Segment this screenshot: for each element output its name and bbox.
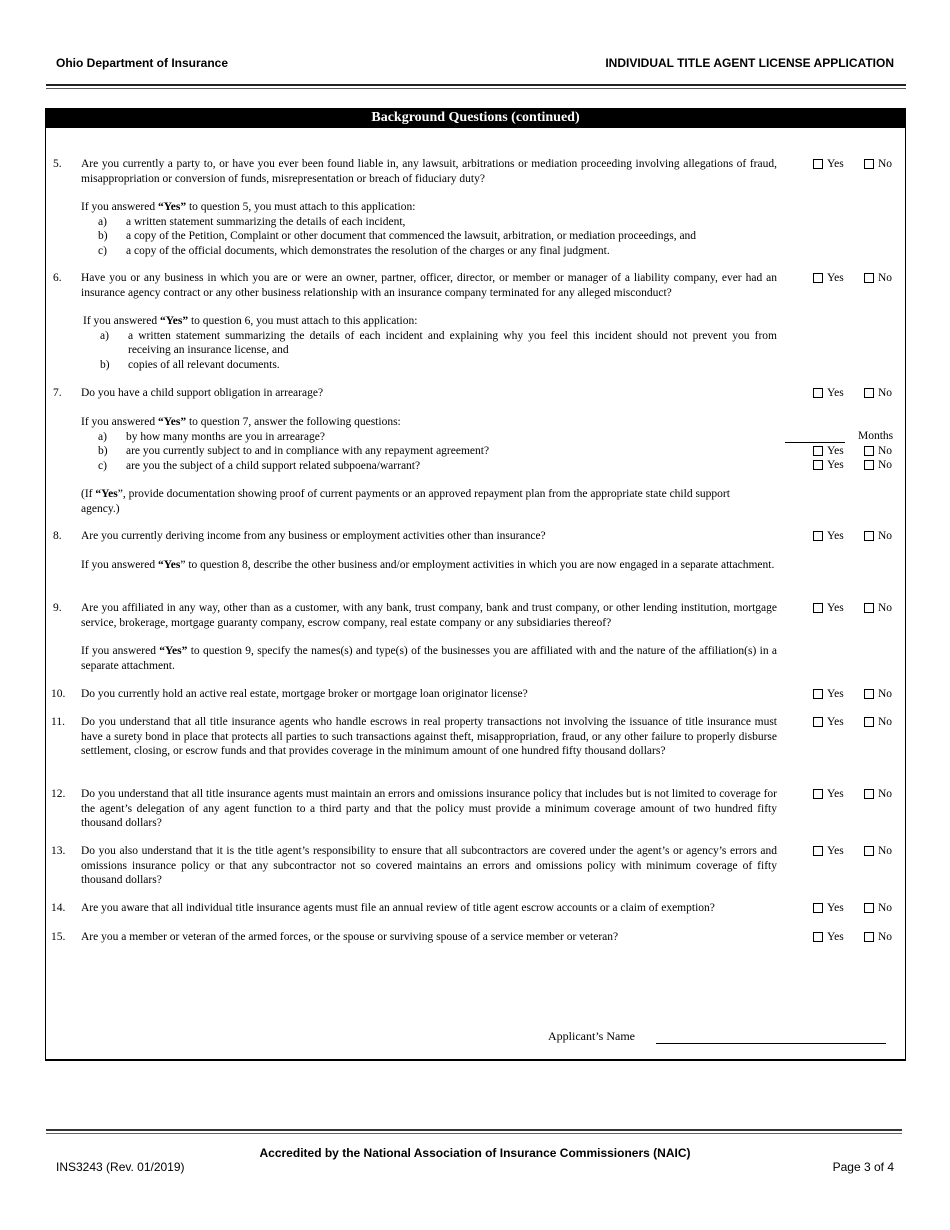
list-item: c) are you the subject of a child support related subpoena/warrant?	[98, 459, 421, 472]
checkbox-icon[interactable]	[864, 603, 874, 613]
checkbox-icon[interactable]	[813, 531, 823, 541]
checkbox-icon[interactable]	[864, 689, 874, 699]
checkbox-icon[interactable]	[813, 846, 823, 856]
question-5-followup	[81, 200, 777, 258]
question-8-yes[interactable]: Yes	[813, 529, 844, 543]
list-item: b) a copy of the Petition, Complaint or other document that commenced the lawsuit, arbitration, or mediation proceedings, and	[98, 230, 697, 242]
question-9-no[interactable]: No	[864, 601, 892, 615]
checkbox-icon[interactable]	[864, 159, 874, 169]
checkbox-icon[interactable]	[813, 460, 823, 470]
question-5-yes[interactable]: Yes	[813, 157, 844, 171]
question-7-number: 7.	[53, 387, 62, 399]
applicant-name-label: Applicant’s Name	[548, 1029, 635, 1043]
question-8-text: Are you currently deriving income from any business or employment activities other than insurance?	[81, 530, 546, 542]
checkbox-icon[interactable]	[864, 932, 874, 942]
checkbox-icon[interactable]	[813, 603, 823, 613]
footer-rule	[46, 1129, 902, 1131]
checkbox-icon[interactable]	[864, 903, 874, 913]
followup-intro: If you answered “Yes” to question 5, you must attach to this application:	[81, 201, 416, 213]
question-10-text: Do you currently hold an active real estate, mortgage broker or mortgage loan originator license?	[81, 688, 528, 700]
question-10-number: 10.	[51, 688, 66, 700]
section-title: Background Questions (continued)	[45, 108, 906, 128]
question-5-text: Are you currently a party to, or have you ever been found liable in, any lawsuit, arbitrations or mediation proceeding involving allegations of fraud, misappropriation or conversion of funds, misrepresentation or breach of fiduciary duty?	[81, 158, 777, 185]
applicant-name-line[interactable]	[656, 1043, 886, 1044]
checkbox-icon[interactable]	[813, 689, 823, 699]
question-9-yes[interactable]: Yes	[813, 601, 844, 615]
checkbox-icon[interactable]	[813, 903, 823, 913]
list-item: b) copies of all relevant documents.	[100, 358, 280, 371]
question-7-text: Do you have a child support obligation in arrearage?	[81, 387, 324, 399]
list-item: c) a copy of the official documents, which demonstrates the resolution of the charges or any final judgment.	[98, 244, 610, 257]
question-11-no[interactable]: No	[864, 715, 892, 729]
question-12-number: 12.	[51, 788, 66, 800]
question-6-yes[interactable]: Yes	[813, 271, 844, 285]
question-12-text: Do you understand that all title insurance agents must maintain an errors and omissions insurance policy that includes but is not limited to coverage for the agent’s delegation of any agent function to a third party and that the policy must provide a minimum coverage amount of two hundred fifty thousand dollars?	[81, 788, 777, 829]
question-14-yes[interactable]: Yes	[813, 901, 844, 915]
question-8-number: 8.	[53, 530, 62, 542]
question-15-no[interactable]: No	[864, 930, 892, 944]
checkbox-icon[interactable]	[813, 388, 823, 398]
header-department: Ohio Department of Insurance	[56, 56, 229, 70]
footer-form-number: INS3243 (Rev. 01/2019)	[56, 1160, 185, 1174]
checkbox-icon[interactable]	[813, 159, 823, 169]
question-6-no[interactable]: No	[864, 271, 892, 285]
question-11-yes[interactable]: Yes	[813, 715, 844, 729]
question-9-text: Are you affiliated in any way, other than as a customer, with any bank, trust company, bank and trust company, or other lending institution, mortgage service, brokerage, mortgage guaranty company, escrow company, real estate company or any subsidiaries thereof?	[81, 602, 777, 629]
checkbox-icon[interactable]	[813, 932, 823, 942]
question-7-no[interactable]: No	[864, 386, 892, 400]
months-input-line[interactable]	[785, 442, 845, 443]
list-item: a) by how many months are you in arrearage?	[98, 430, 325, 443]
question-15-number: 15.	[51, 931, 66, 943]
checkbox-icon[interactable]	[813, 789, 823, 799]
question-7-followup	[81, 415, 777, 473]
checkbox-icon[interactable]	[864, 846, 874, 856]
checkbox-icon[interactable]	[864, 460, 874, 470]
question-6-number: 6.	[53, 272, 62, 284]
question-9-followup: If you answered “Yes” to question 9, specify the names(s) and type(s) of the businesses you are affiliated with and the nature of the affiliation(s) in a separate attachment.	[81, 645, 777, 672]
question-7b-yes[interactable]: Yes	[813, 444, 844, 458]
question-11-number: 11.	[51, 716, 65, 728]
checkbox-icon[interactable]	[864, 717, 874, 727]
question-7b-no[interactable]: No	[864, 444, 892, 458]
footer-accreditation: Accredited by the National Association of Insurance Commissioners (NAIC)	[259, 1146, 691, 1160]
checkbox-icon[interactable]	[813, 273, 823, 283]
question-7-yes[interactable]: Yes	[813, 386, 844, 400]
checkbox-icon[interactable]	[813, 446, 823, 456]
question-15-text: Are you a member or veteran of the armed forces, or the spouse or surviving spouse of a service member or veteran?	[81, 931, 619, 943]
question-10-no[interactable]: No	[864, 687, 892, 701]
question-13-no[interactable]: No	[864, 844, 892, 858]
question-6-text: Have you or any business in which you are or were an owner, partner, officer, director, or member or manager of a liability company, ever had an insurance agency contract or any other business relationship with an insurance company terminated for any alleged misconduct?	[81, 272, 777, 299]
list-item: a) a written statement summarizing the details of each incident,	[98, 215, 406, 228]
question-8-no[interactable]: No	[864, 529, 892, 543]
checkbox-icon[interactable]	[864, 789, 874, 799]
list-item: a) a written statement summarizing the details of each incident and explaining why you feel this incident should not prevent you from receiving an insurance license, and	[100, 329, 777, 356]
question-12-yes[interactable]: Yes	[813, 787, 844, 801]
checkbox-icon[interactable]	[864, 388, 874, 398]
question-13-yes[interactable]: Yes	[813, 844, 844, 858]
question-5-number: 5.	[53, 158, 62, 170]
checkbox-icon[interactable]	[864, 531, 874, 541]
question-15-yes[interactable]: Yes	[813, 930, 844, 944]
footer-rule-thin	[46, 1133, 902, 1134]
question-12-no[interactable]: No	[864, 787, 892, 801]
checkbox-icon[interactable]	[864, 273, 874, 283]
question-14-no[interactable]: No	[864, 901, 892, 915]
header-form-title: INDIVIDUAL TITLE AGENT LICENSE APPLICATION	[605, 56, 894, 70]
question-9-number: 9.	[53, 602, 62, 614]
footer-page-number: Page 3 of 4	[832, 1160, 894, 1174]
question-13-text: Do you also understand that it is the title agent’s responsibility to ensure that all subcontractors are covered under the agent’s or agency’s errors and omissions insurance policy or that any subcontractor not so covered maintains an errors and omissions policy with minimum coverage of fifty thousand dollars?	[81, 845, 777, 886]
followup-intro: If you answered “Yes” to question 7, answer the following questions:	[81, 416, 401, 428]
question-7c-no[interactable]: No	[864, 458, 892, 472]
question-14-text: Are you aware that all individual title insurance agents must file an annual review of title agent escrow accounts or a claim of exemption?	[81, 902, 715, 914]
question-13-number: 13.	[51, 845, 66, 857]
question-11-text: Do you understand that all title insurance agents who handle escrows in real property transactions not involving the issuance of title insurance must have a surety bond in place that protects all parties to such transactions against theft, misappropriation, fraud, or any other failure to properly disburse settlement, closing, or escrow funds and that provides coverage in the minimum amount of one hundred fifty thousand dollars?	[81, 716, 777, 757]
question-7-note: (If “Yes”, provide documentation showing proof of current payments or an approved repayment plan from the appropriate state child support agency.)	[81, 488, 730, 515]
followup-intro: If you answered “Yes” to question 6, you must attach to this application:	[83, 315, 418, 327]
checkbox-icon[interactable]	[864, 446, 874, 456]
checkbox-icon[interactable]	[813, 717, 823, 727]
months-label: Months	[858, 430, 894, 442]
question-10-yes[interactable]: Yes	[813, 687, 844, 701]
question-8-followup: If you answered “Yes” to question 8, describe the other business and/or employment activities in which you are now engaged in a separate attachment.	[81, 559, 775, 571]
question-5-no[interactable]: No	[864, 157, 892, 171]
question-6-followup	[83, 314, 777, 372]
list-item: b) are you currently subject to and in compliance with any repayment agreement?	[98, 445, 490, 457]
question-14-number: 14.	[51, 902, 66, 914]
header-rule-thin	[46, 88, 906, 89]
header-rule	[46, 84, 906, 86]
question-7c-yes[interactable]: Yes	[813, 458, 844, 472]
